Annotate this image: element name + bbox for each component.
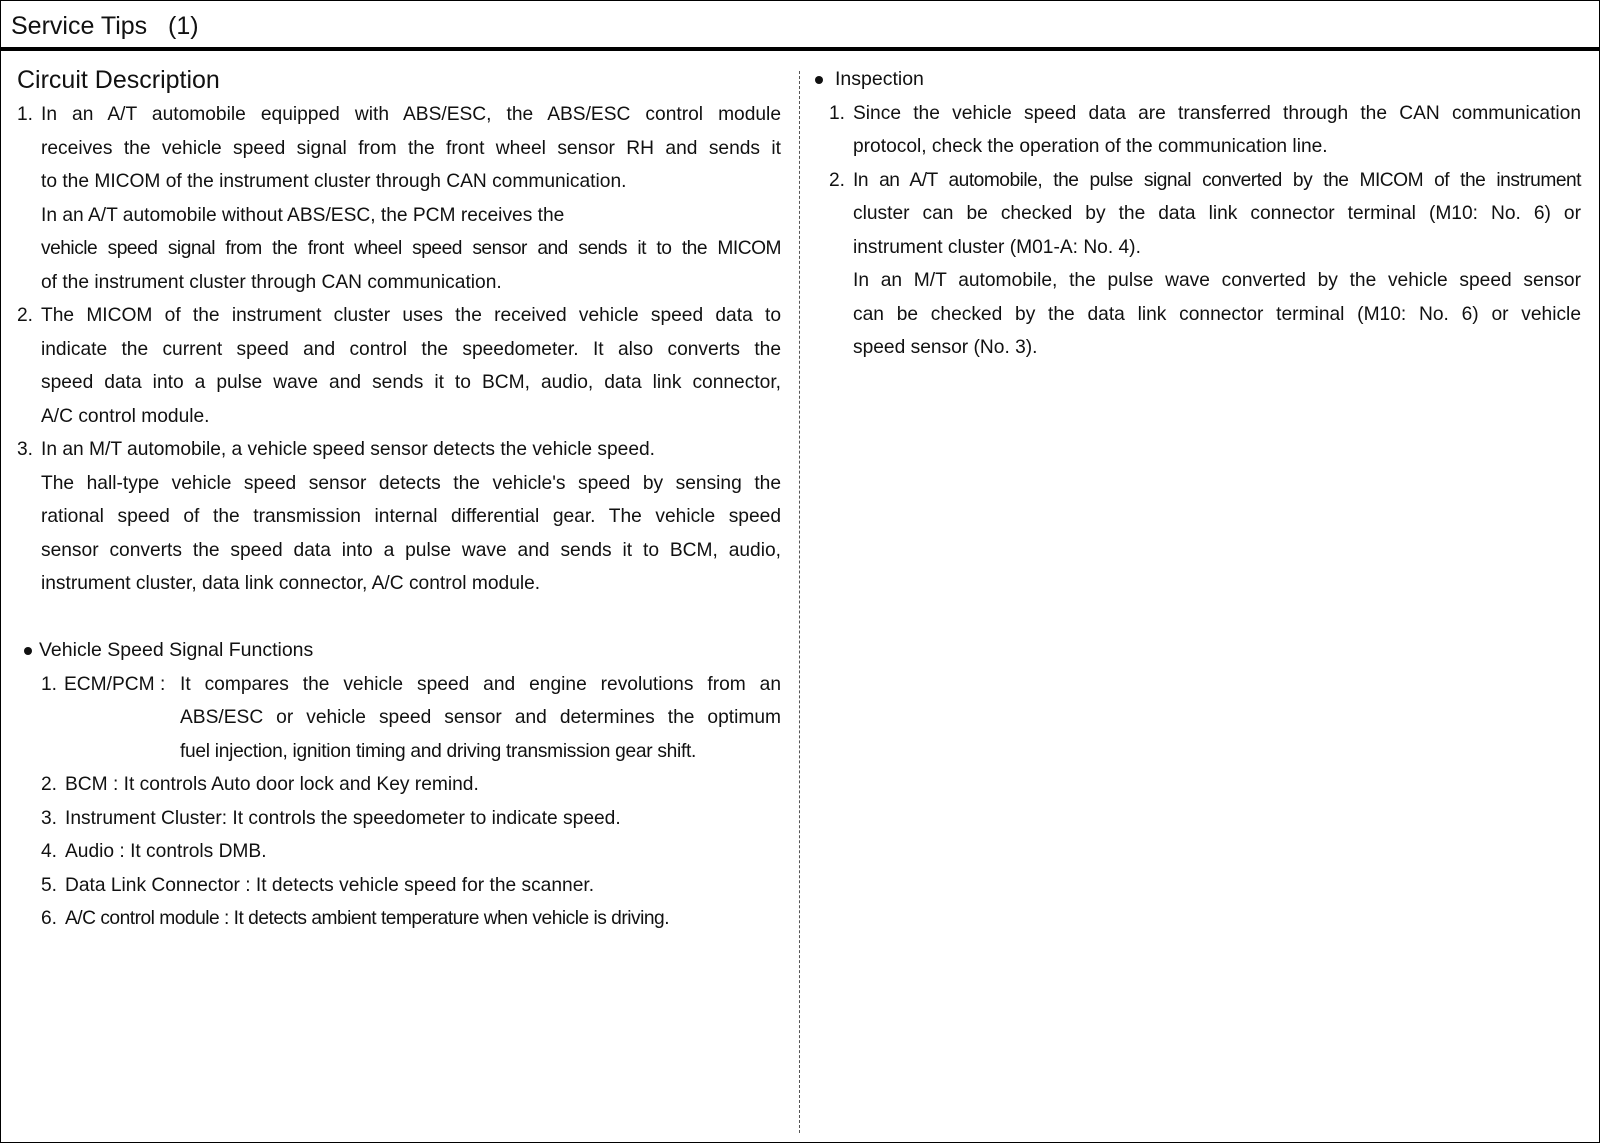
functions-heading	[17, 634, 781, 668]
function-item	[41, 902, 781, 936]
function-item-label: ECM/PCM :	[64, 673, 166, 695]
inspection-item-2	[829, 164, 1581, 365]
inspection-item-line: protocol, check the operation of the communication line.	[853, 136, 1328, 157]
bullet-icon	[815, 76, 823, 84]
circuit-item-line: receives the vehicle speed signal from the front wheel sensor RH and sends it	[41, 137, 781, 159]
function-item-text: A/C control module : It detects ambient temperature when vehicle is driving.	[65, 908, 670, 929]
function-item-text: BCM : It controls Auto door lock and Key remind.	[65, 774, 479, 795]
circuit-item-line: instrument cluster, data link connector, A/C control module.	[41, 573, 541, 594]
functions-title: Vehicle Speed Signal Functions	[39, 639, 314, 661]
function-item-number: 2.	[41, 774, 58, 795]
inspection-item-line: can be checked by the data link connector terminal (M10: No. 6) or vehicle	[853, 303, 1581, 325]
page-title: Service Tips (1)	[11, 12, 199, 40]
circuit-description-title: Circuit Description	[17, 66, 220, 94]
circuit-item-line: In an A/T automobile without ABS/ESC, the PCM receives the	[41, 204, 565, 226]
circuit-item-number: 1.	[17, 104, 34, 125]
function-list	[17, 768, 781, 936]
function-item-number: 4.	[41, 841, 58, 862]
inspection-title: Inspection	[835, 68, 924, 90]
function-item-text: Audio : It controls DMB.	[65, 841, 267, 862]
title-bar	[1, 1, 1599, 51]
circuit-item-line: In an M/T automobile, a vehicle speed sensor detects the vehicle speed.	[41, 439, 656, 460]
circuit-item-2	[17, 299, 781, 433]
circuit-item-line: of the instrument cluster through CAN communication.	[41, 271, 502, 293]
function-item	[41, 802, 781, 836]
circuit-item-line: vehicle speed signal from the front wheel speed sensor and sends it to the MICOM	[41, 238, 781, 259]
function-item-number: 1.	[41, 673, 58, 695]
circuit-item-line: rational speed of the transmission internal differential gear. The vehicle speed	[41, 506, 781, 527]
circuit-item-line: The hall-type vehicle speed sensor detects the vehicle's speed by sensing the	[41, 472, 781, 494]
inspection-item-line: speed sensor (No. 3).	[853, 337, 1038, 358]
inspection-item-line: Since the vehicle speed data are transferred through the CAN communication	[853, 102, 1581, 124]
inspection-item-line: In an M/T automobile, the pulse wave converted by the vehicle speed sensor	[853, 270, 1581, 291]
bullet-icon	[24, 647, 32, 655]
inspection-heading	[815, 63, 1581, 97]
circuit-item-line: The MICOM of the instrument cluster uses the received vehicle speed data to	[41, 305, 781, 326]
function-item	[41, 835, 781, 869]
inspection-item-number: 1.	[829, 102, 846, 124]
left-column	[17, 63, 781, 936]
circuit-item-number: 2.	[17, 305, 34, 326]
circuit-item-line: sensor converts the speed data into a pulse wave and sends it to BCM, audio,	[41, 539, 781, 561]
circuit-item-number: 3.	[17, 439, 34, 460]
function-item-number: 6.	[41, 908, 58, 929]
function-item-ecm	[17, 668, 781, 769]
inspection-item-line: instrument cluster (M01-A: No. 4).	[853, 236, 1141, 258]
function-item-number: 3.	[41, 807, 58, 829]
circuit-item-3	[17, 433, 781, 601]
function-item-number: 5.	[41, 874, 58, 896]
spacer	[17, 601, 781, 635]
circuit-item-line: In an A/T automobile equipped with ABS/ESC, the ABS/ESC control module	[41, 104, 781, 125]
function-item	[41, 869, 781, 903]
circuit-item-line: to the MICOM of the instrument cluster through CAN communication.	[41, 171, 627, 192]
inspection-item-number: 2.	[829, 169, 846, 191]
function-item	[41, 768, 781, 802]
column-divider	[799, 71, 800, 1133]
inspection-item-line: cluster can be checked by the data link connector terminal (M10: No. 6) or	[853, 203, 1581, 224]
function-item-line: ABS/ESC or vehicle speed sensor and determines the optimum	[180, 707, 781, 728]
function-item-line: fuel injection, ignition timing and driving transmission gear shift.	[180, 740, 697, 762]
function-item-text: Data Link Connector : It detects vehicle speed for the scanner.	[65, 874, 595, 896]
function-item-text: Instrument Cluster: It controls the speedometer to indicate speed.	[65, 807, 621, 829]
circuit-item-line: speed data into a pulse wave and sends it to BCM, audio, data link connector,	[41, 372, 781, 393]
inspection-item-line: In an A/T automobile, the pulse signal converted by the MICOM of the instrument	[853, 169, 1581, 191]
circuit-item-line: A/C control module.	[41, 405, 210, 427]
inspection-item-1	[829, 97, 1581, 164]
function-item-line: It compares the vehicle speed and engine revolutions from an	[180, 673, 781, 695]
right-column	[821, 63, 1581, 365]
circuit-item-line: indicate the current speed and control the speedometer. It also converts the	[41, 338, 781, 360]
circuit-item-1	[17, 98, 781, 299]
inspection-list	[821, 97, 1581, 365]
